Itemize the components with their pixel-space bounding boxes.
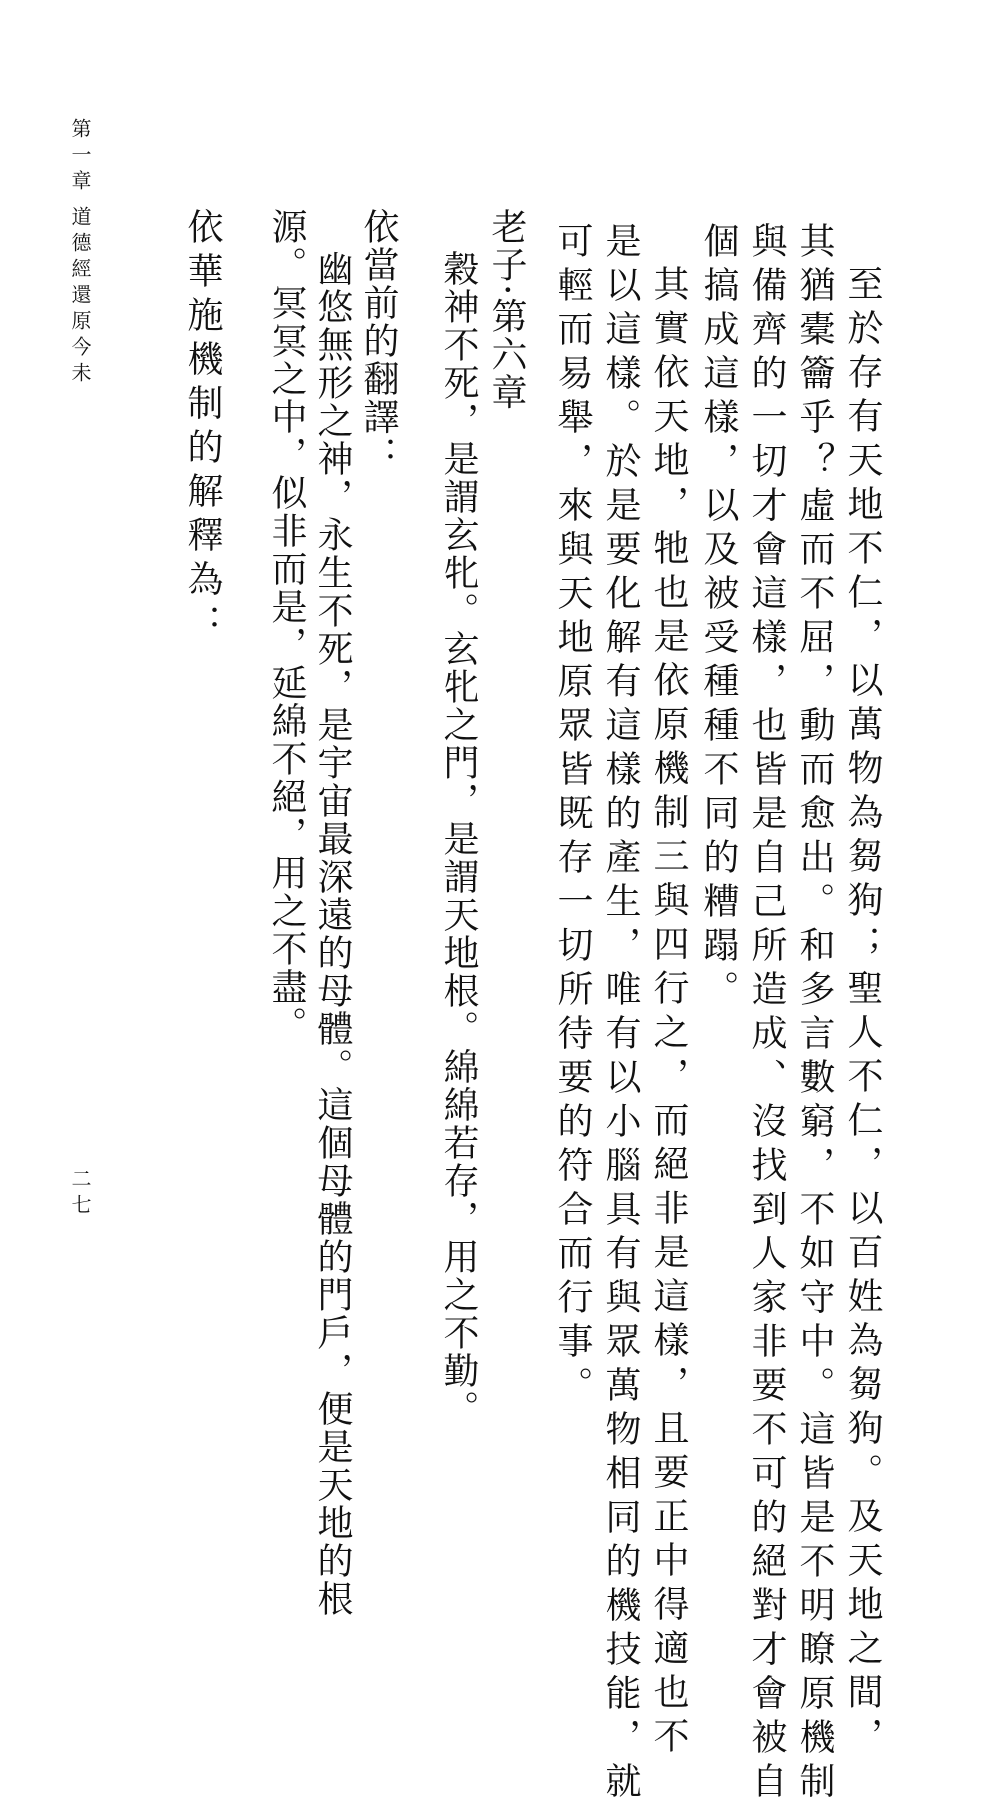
hua-shi-heading: 依華施機制的解釋為： <box>182 208 223 648</box>
paragraph1-line-3: 與備齊的一切才會這樣，也皆是自己所造成、沒找到人家非要不可的絕對才會被自 <box>746 222 787 1806</box>
page-number: 二七 <box>68 1168 92 1220</box>
paragraph1-line-2: 其猶橐籥乎？虛而不屈，動而愈出。和多言數窮，不如守中。這皆是不明瞭原機制 <box>794 222 835 1806</box>
paragraph2-line-1: 其實依天地，牠也是依原機制三與四行之，而絕非是這樣，且要正中得適也不 <box>648 265 689 1761</box>
translation-heading: 依當前的翻譯： <box>358 208 399 474</box>
translation-line-1: 幽悠無形之神，永生不死，是宇宙最深遠的母體。這個母體的門戶，便是天地的根 <box>312 250 353 1618</box>
laozi-heading: 老子·第六章 <box>486 208 527 412</box>
paragraph2-line-3: 可輕而易舉，來與天地原眾皆既存一切所待要的符合而行事。 <box>552 222 593 1410</box>
paragraph1-line-4: 個搞成這樣，以及被受種種不同的糟蹋。 <box>698 222 739 1014</box>
translation-line-2: 源。冥冥之中，似非而是，延綿不絕，用之不盡。 <box>266 208 307 1044</box>
paragraph2-line-2: 是以這樣。於是要化解有這樣的產生，唯有以小腦具有與眾萬物相同的機技能，就 <box>600 222 641 1806</box>
chapter-label: 第一章 <box>68 118 92 196</box>
paragraph1-line-1: 至於存有天地不仁，以萬物為芻狗；聖人不仁，以百姓為芻狗。及天地之間， <box>842 265 883 1761</box>
book-title: 道德經還原今未 <box>68 206 92 388</box>
laozi-text: 穀神不死，是謂玄牝。玄牝之門，是謂天地根。綿綿若存，用之不勤。 <box>438 250 479 1428</box>
